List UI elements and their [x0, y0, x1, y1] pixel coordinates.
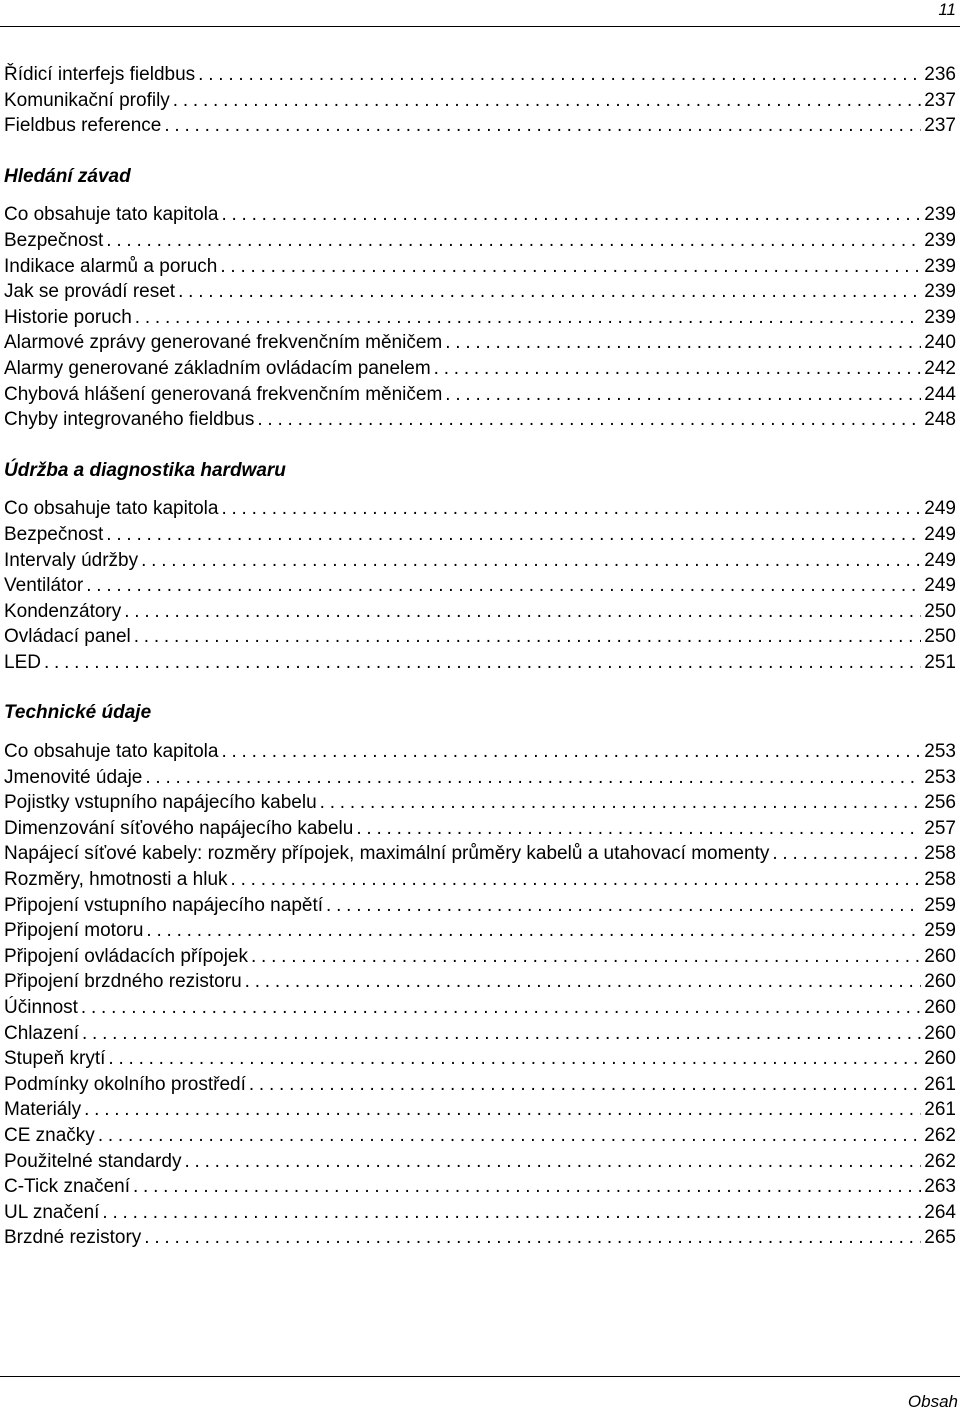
entry-page-number: 260 [924, 971, 956, 993]
entry-title: Kondenzátory [4, 600, 122, 622]
dot-leader [251, 944, 921, 970]
dot-leader [141, 548, 921, 574]
entry-title: Co obsahuje tato kapitola [4, 498, 219, 520]
entry-title: Napájecí síťové kabely: rozměry přípojek, maximální průměry kabelů a utahovací momenty [4, 843, 770, 865]
entry-title: Připojení brzdného rezistoru [4, 971, 242, 993]
entry-title: Použitelné standardy [4, 1150, 182, 1172]
toc-entry[interactable] [4, 867, 956, 893]
dot-leader [326, 893, 921, 919]
dot-leader [434, 356, 922, 382]
entry-page-number: 249 [924, 549, 956, 571]
dot-leader [102, 1200, 921, 1226]
dot-leader [86, 573, 921, 599]
entry-page-number: 237 [924, 89, 956, 111]
entry-title: CE značky [4, 1124, 95, 1146]
toc-entry[interactable] [4, 382, 956, 408]
dot-leader [173, 88, 922, 114]
entry-title: Připojení ovládacích přípojek [4, 945, 248, 967]
entry-title: Pojistky vstupního napájecího kabelu [4, 792, 317, 814]
dot-leader [220, 254, 921, 280]
entry-page-number: 256 [924, 792, 956, 814]
toc-entry[interactable] [4, 739, 956, 765]
entry-title: Připojení motoru [4, 920, 144, 942]
entry-title: Stupeň krytí [4, 1048, 106, 1070]
dot-leader [98, 1123, 921, 1149]
toc-section [4, 458, 956, 676]
entry-title: Jmenovité údaje [4, 766, 143, 788]
toc-entry[interactable] [4, 995, 956, 1021]
toc-entry[interactable] [4, 113, 956, 139]
section-heading: Technické údaje [4, 702, 152, 724]
dot-leader [245, 969, 922, 995]
entry-page-number: 263 [924, 1176, 956, 1198]
entry-title: Co obsahuje tato kapitola [4, 741, 219, 763]
toc-entry[interactable] [4, 1072, 956, 1098]
toc-entry[interactable] [4, 1021, 956, 1047]
header-rule [0, 26, 960, 27]
toc-entry[interactable] [4, 356, 956, 382]
entry-page-number: 265 [924, 1227, 956, 1249]
entry-page-number: 253 [924, 741, 956, 763]
dot-leader [221, 202, 921, 228]
entry-page-number: 260 [924, 1048, 956, 1070]
dot-leader [82, 1021, 921, 1047]
entry-page-number: 236 [924, 64, 956, 85]
entry-page-number: 251 [924, 651, 956, 673]
entry-page-number: 261 [924, 1099, 956, 1121]
entry-title: Ventilátor [4, 575, 84, 597]
toc-entry[interactable] [4, 650, 956, 676]
entry-page-number: 249 [924, 523, 956, 545]
footer-label: Obsah [907, 1392, 958, 1411]
toc-entry[interactable] [4, 254, 956, 280]
dot-leader [178, 279, 921, 305]
entry-page-number: 264 [924, 1201, 956, 1223]
entry-title: Indikace alarmů a poruch [4, 255, 218, 277]
entry-title: Bezpečnost [4, 229, 104, 251]
dot-leader [145, 765, 921, 791]
entry-page-number: 259 [924, 894, 956, 916]
dot-leader [144, 1225, 921, 1251]
entry-page-number: 258 [924, 869, 956, 891]
entry-page-number: 259 [924, 920, 956, 942]
entry-title: Fieldbus reference [4, 115, 162, 137]
toc-entry[interactable] [4, 522, 956, 548]
entry-title: UL značení [4, 1201, 100, 1223]
toc-entry[interactable] [4, 969, 956, 995]
entry-title: Dimenzování síťového napájecího kabelu [4, 817, 354, 839]
toc-entry[interactable] [4, 1149, 956, 1175]
entry-page-number: 260 [924, 945, 956, 967]
dot-leader [356, 816, 921, 842]
entry-page-number: 261 [924, 1073, 956, 1095]
entry-page-number: 249 [924, 575, 956, 597]
toc-entry[interactable] [4, 841, 956, 867]
dot-leader [445, 330, 921, 356]
entry-page-number: 240 [924, 332, 956, 354]
toc-entry[interactable] [4, 599, 956, 625]
dot-leader [320, 790, 922, 816]
entry-title: Řídicí interfejs fieldbus [4, 64, 196, 85]
dot-leader [184, 1149, 921, 1175]
toc-entry[interactable] [4, 573, 956, 599]
entry-title: Rozměry, hmotnosti a hluk [4, 869, 228, 891]
section-heading: Údržba a diagnostika hardwaru [4, 459, 286, 481]
entry-page-number: 239 [924, 255, 956, 277]
entry-page-number: 260 [924, 1022, 956, 1044]
toc-entry[interactable] [4, 330, 956, 356]
entry-title: Připojení vstupního napájecího napětí [4, 894, 324, 916]
entry-title: Alarmy generované základním ovládacím panelem [4, 357, 431, 379]
footer-rule [0, 1376, 960, 1377]
toc-entry[interactable] [4, 202, 956, 228]
toc-entry[interactable] [4, 88, 956, 114]
entry-title: Alarmové zprávy generované frekvenčním měničem [4, 332, 443, 354]
entry-title: Jak se provádí reset [4, 281, 176, 303]
toc-entry[interactable] [4, 816, 956, 842]
entry-page-number: 250 [924, 626, 956, 648]
entry-page-number: 239 [924, 204, 956, 226]
entry-page-number: 237 [924, 115, 956, 137]
toc-entry[interactable] [4, 1225, 956, 1251]
entry-page-number: 239 [924, 229, 956, 251]
toc-entry[interactable] [4, 893, 956, 919]
dot-leader [146, 918, 921, 944]
toc-entry[interactable] [4, 944, 956, 970]
dot-leader [135, 305, 922, 331]
entry-title: Ovládací panel [4, 626, 131, 648]
toc-entry[interactable] [4, 1200, 956, 1226]
toc-entry[interactable] [4, 1174, 956, 1200]
entry-title: Intervaly údržby [4, 549, 139, 571]
entry-title: LED [4, 651, 41, 673]
entry-page-number: 257 [924, 817, 956, 839]
dot-leader [108, 1046, 921, 1072]
dot-leader [84, 1097, 921, 1123]
dot-leader [44, 650, 921, 676]
entry-page-number: 244 [924, 383, 956, 405]
dot-leader [221, 496, 921, 522]
toc-entry[interactable] [4, 62, 956, 88]
toc-entry[interactable] [4, 1123, 956, 1149]
dot-leader [231, 867, 922, 893]
entry-title: Brzdné rezistory [4, 1227, 142, 1249]
entry-page-number: 253 [924, 766, 956, 788]
dot-leader [198, 62, 921, 88]
toc-entry[interactable] [4, 305, 956, 331]
entry-title: Chybová hlášení generovaná frekvenčním měničem [4, 383, 443, 405]
dot-leader [106, 522, 921, 548]
entry-page-number: 262 [924, 1124, 956, 1146]
toc-entry[interactable] [4, 624, 956, 650]
toc-entry[interactable] [4, 790, 956, 816]
dot-leader [134, 624, 922, 650]
entry-page-number: 239 [924, 306, 956, 328]
entry-title: Bezpečnost [4, 523, 104, 545]
entry-title: Chlazení [4, 1022, 79, 1044]
toc-entry[interactable] [4, 496, 956, 522]
entry-title: Materiály [4, 1099, 82, 1121]
toc-entry[interactable] [4, 918, 956, 944]
dot-leader [445, 382, 921, 408]
section-heading: Hledání závad [4, 165, 131, 187]
toc-section [4, 62, 956, 139]
entry-title: Chyby integrovaného fieldbus [4, 409, 255, 431]
toc-entry[interactable] [4, 765, 956, 791]
entry-title: C-Tick značení [4, 1176, 130, 1198]
toc-entry[interactable] [4, 1097, 956, 1123]
toc-entry[interactable] [4, 548, 956, 574]
entry-page-number: 249 [924, 498, 956, 520]
dot-leader [221, 739, 921, 765]
dot-leader [81, 995, 921, 1021]
dot-leader [133, 1174, 921, 1200]
dot-leader [106, 228, 921, 254]
dot-leader [257, 407, 921, 433]
toc-entry[interactable] [4, 407, 956, 433]
entry-page-number: 260 [924, 997, 956, 1018]
dot-leader [124, 599, 921, 625]
table-of-contents [4, 62, 956, 1251]
entry-title: Účinnost [4, 997, 78, 1018]
dot-leader [249, 1072, 921, 1098]
entry-page-number: 239 [924, 281, 956, 303]
page-number: 11 [938, 0, 956, 19]
entry-title: Co obsahuje tato kapitola [4, 204, 219, 226]
toc-entry[interactable] [4, 1046, 956, 1072]
toc-entry[interactable] [4, 279, 956, 305]
entry-page-number: 250 [924, 600, 956, 622]
entry-page-number: 262 [924, 1150, 956, 1172]
entry-page-number: 248 [924, 409, 956, 431]
entry-page-number: 258 [924, 843, 956, 865]
entry-title: Historie poruch [4, 306, 132, 328]
entry-title: Komunikační profily [4, 89, 170, 111]
entry-title: Podmínky okolního prostředí [4, 1073, 246, 1095]
toc-section [4, 164, 956, 433]
entry-page-number: 242 [924, 357, 956, 379]
dot-leader [164, 113, 921, 139]
toc-section [4, 700, 956, 1250]
toc-entry[interactable] [4, 228, 956, 254]
dot-leader [772, 841, 921, 867]
